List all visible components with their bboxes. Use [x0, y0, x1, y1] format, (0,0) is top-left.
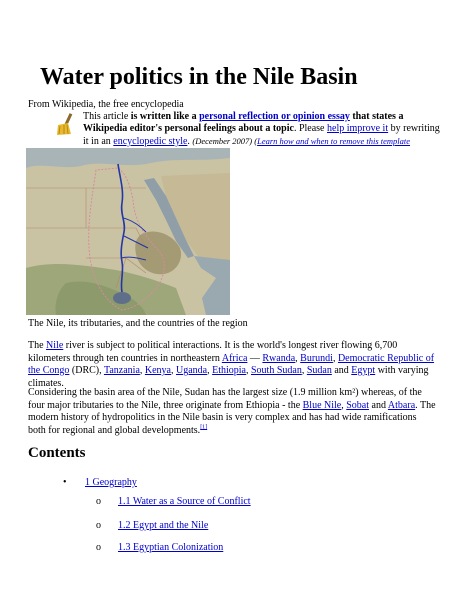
toc-link[interactable]: 1 Geography [85, 477, 137, 488]
link-burundi[interactable]: Burundi [300, 352, 333, 364]
notice-text-bold: is written like a personal reflection or opinion essay that states a Wikipedia editor's personal feelings about a topic [83, 111, 404, 134]
toc-item-water-conflict[interactable] [96, 496, 251, 508]
link-drc[interactable]: Democratic Republic of the Congo [28, 352, 435, 376]
toc-item-egyptian-colonization[interactable] [96, 542, 223, 554]
help-improve-link[interactable]: help improve it [327, 123, 389, 134]
nile-basin-map [26, 148, 230, 315]
link-atbara[interactable]: Atbara [387, 399, 416, 411]
notice-text: ( [252, 136, 258, 146]
link-kenya[interactable]: Kenya [144, 365, 171, 376]
toc-item-geography[interactable] [63, 477, 137, 489]
notice-text: . Please [293, 123, 327, 134]
contents-heading: Contents [28, 445, 86, 461]
link-africa[interactable]: Africa [221, 352, 248, 364]
toc-link[interactable]: 1.2 Egypt and the Nile [118, 520, 209, 531]
notice-text: by rewriting it in an [83, 123, 440, 147]
notice-text: . [187, 136, 193, 147]
basin-paragraph: Considering the basin area of the Nile, Sudan has the largest size (1.9 million km²) whereas, of the four major tributaries to the Nile, three originate from Ethiopia - the Blue Nile, Sobat and Atbara. The modern history of hydropolitics in the Nile basin is very complex and has had wide ramifications both for regional and global developments.[1] [28, 387, 436, 436]
page-title: Water politics in the Nile Basin [40, 64, 358, 90]
toc-link[interactable]: 1.1 Water as a Source of Conflict [118, 496, 251, 507]
reference-link[interactable]: [1] [200, 424, 208, 431]
link-sobat[interactable]: Sobat [346, 399, 370, 411]
link-south-sudan[interactable]: South Sudan [251, 365, 302, 376]
notice-text: This article [83, 111, 131, 122]
link-ethiopia[interactable]: Ethiopia [212, 365, 246, 376]
learn-remove-template-link[interactable]: Learn how and when to remove this template [257, 136, 411, 146]
personal-essay-link[interactable]: personal reflection or opinion essay [199, 111, 350, 122]
toc-link[interactable]: 1.3 Egyptian Colonization [118, 542, 224, 553]
link-blue-nile[interactable]: Blue Nile [302, 399, 342, 411]
encyclopedic-style-link[interactable]: encyclopedic style [113, 136, 188, 147]
link-rwanda[interactable]: Rwanda [262, 352, 296, 364]
map-caption: The Nile, its tributaries, and the countries of the region [28, 318, 248, 329]
link-egypt[interactable]: Egypt [351, 365, 376, 376]
broom-icon [56, 112, 76, 136]
bullet-icon: • [63, 477, 67, 488]
notice-date: (December 2007) [192, 136, 253, 146]
link-tanzania[interactable]: Tanzania [103, 365, 140, 376]
circle-bullet-icon: o [96, 496, 101, 507]
circle-bullet-icon: o [96, 542, 101, 553]
link-nile[interactable]: Nile [46, 340, 64, 351]
toc-item-egypt-nile[interactable] [96, 520, 208, 532]
site-subtitle: From Wikipedia, the free encyclopedia [28, 99, 184, 110]
link-uganda[interactable]: Uganda [176, 365, 208, 376]
circle-bullet-icon: o [96, 520, 101, 531]
link-sudan[interactable]: Sudan [306, 365, 332, 376]
intro-paragraph: The Nile river is subject to political interactions. It is the world's longest river flowing 6,700 kilometers through ten countries in northeastern Africa — Rwanda, Burundi, Democratic Republic of the Congo (DRC), Tanzania, Kenya, Uganda, Ethiopia, South Sudan, Sudan and Egypt with varying climates. [28, 340, 435, 389]
